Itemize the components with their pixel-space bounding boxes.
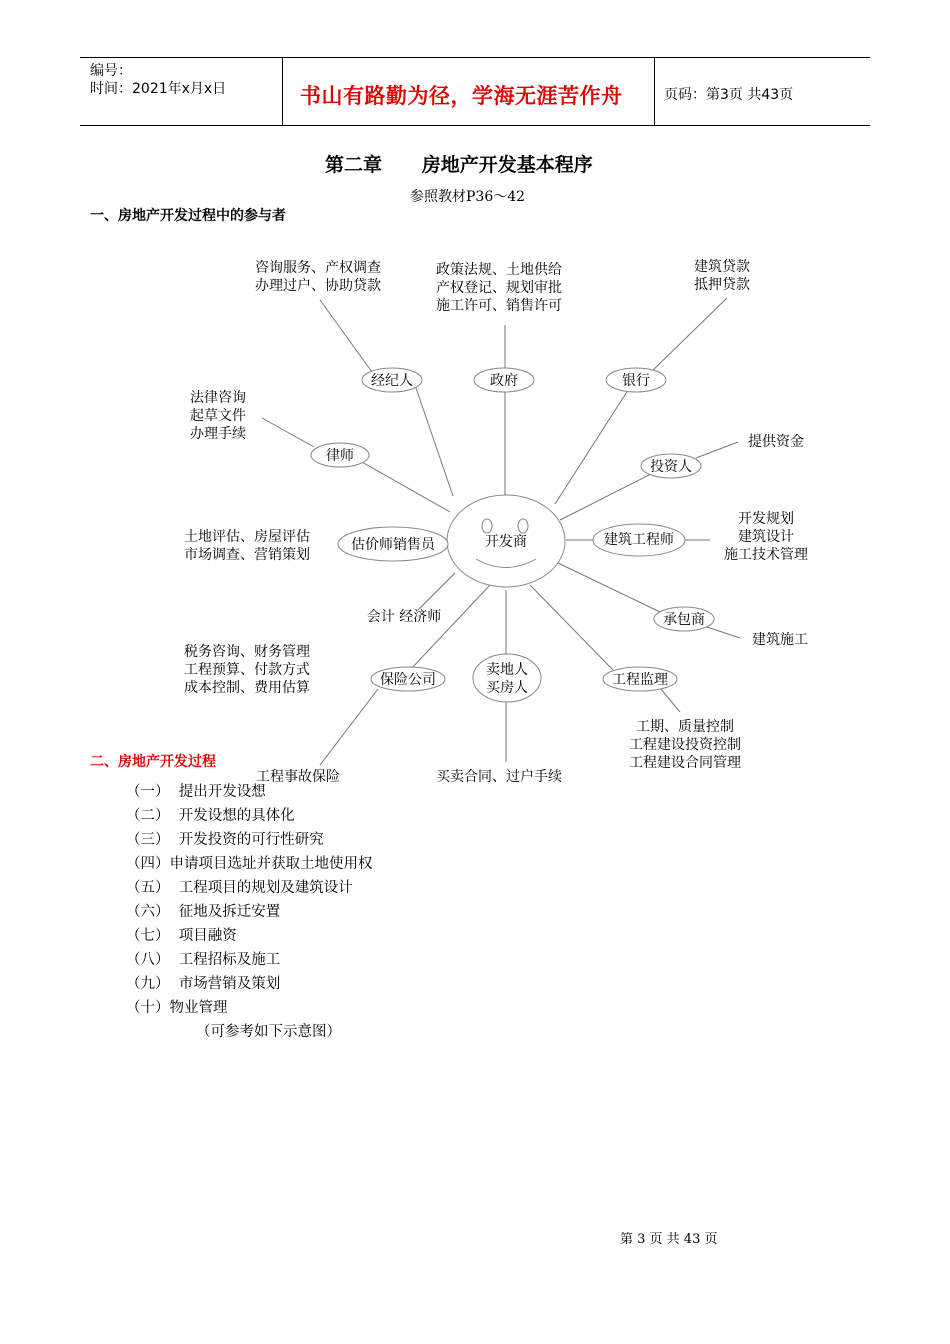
center-developer-label: 开发商 bbox=[485, 534, 527, 550]
node-lawyer: 律师 bbox=[326, 448, 354, 464]
node-accountant: 会计 经济师 bbox=[366, 609, 442, 625]
node-broker: 经纪人 bbox=[371, 373, 413, 389]
process-step: （四）申请项目选址并获取土地使用权 bbox=[126, 856, 373, 872]
supervisor-role-line: 工程建设合同管理 bbox=[629, 755, 741, 771]
bank-role-line: 抵押贷款 bbox=[694, 277, 750, 293]
process-step: （七） 项目融资 bbox=[126, 928, 237, 944]
contractor-role-line: 建筑施工 bbox=[752, 632, 808, 648]
process-step: （十）物业管理 bbox=[126, 1000, 228, 1016]
supervisor-role-line: 工程建设投资控制 bbox=[629, 737, 741, 753]
accountant-role-line: 工程预算、付款方式 bbox=[184, 662, 310, 678]
process-step: （九） 市场营销及策划 bbox=[126, 976, 281, 992]
reference-text: 参照教材P36～42 bbox=[410, 189, 526, 205]
process-step: （一） 提出开发设想 bbox=[126, 784, 266, 800]
investor-role-line: 提供资金 bbox=[748, 434, 804, 450]
node-bank: 银行 bbox=[622, 373, 650, 389]
page-footer: 第 3 页 共 43 页 bbox=[620, 1232, 718, 1247]
node-contractor: 承包商 bbox=[663, 612, 705, 628]
government-role-line: 产权登记、规划审批 bbox=[436, 280, 562, 296]
government-role-line: 政策法规、土地供给 bbox=[436, 262, 562, 278]
supervisor-role-line: 工期、质量控制 bbox=[636, 719, 734, 735]
architect-role-line: 施工技术管理 bbox=[724, 547, 808, 563]
process-step: （三） 开发投资的可行性研究 bbox=[126, 832, 324, 848]
node-insurer: 保险公司 bbox=[380, 672, 436, 688]
process-step: （二） 开发设想的具体化 bbox=[126, 808, 295, 824]
broker-role-line: 咨询服务、产权调查 bbox=[255, 260, 381, 276]
process-step: （六） 征地及拆迁安置 bbox=[126, 904, 281, 920]
section2-title: 二、房地产开发过程 bbox=[90, 754, 216, 770]
header-page-code: 页码：第3页 共43页 bbox=[664, 87, 794, 103]
appraiser-role-line: 市场调查、营销策划 bbox=[184, 547, 310, 563]
node-buyer: 买房人 bbox=[486, 680, 528, 696]
node-seller: 卖地人 bbox=[486, 662, 528, 678]
process-step: （五） 工程项目的规划及建筑设计 bbox=[126, 880, 353, 896]
government-role-line: 施工许可、销售许可 bbox=[436, 298, 562, 314]
doc-number-label: 编号： bbox=[90, 63, 132, 79]
lawyer-role-line: 起草文件 bbox=[190, 408, 246, 424]
node-government: 政府 bbox=[490, 373, 518, 389]
buyer-seller-role-line: 买卖合同、过户手续 bbox=[436, 769, 562, 785]
appraiser-role-line: 土地评估、房屋评估 bbox=[184, 529, 310, 545]
architect-role-line: 建筑设计 bbox=[738, 529, 794, 545]
architect-role-line: 开发规划 bbox=[738, 511, 794, 527]
header-motto: 书山有路勤为径，学海无涯苦作舟 bbox=[300, 84, 623, 108]
lawyer-role-line: 法律咨询 bbox=[190, 390, 246, 406]
chapter-title: 第二章 房地产开发基本程序 bbox=[325, 154, 593, 176]
lawyer-role-line: 办理手续 bbox=[190, 426, 246, 442]
bank-role-line: 建筑贷款 bbox=[694, 259, 750, 275]
insurer-role-line: 工程事故保险 bbox=[256, 769, 340, 785]
diagram-note: （可参考如下示意图） bbox=[196, 1024, 341, 1040]
section1-title: 一、房地产开发过程中的参与者 bbox=[90, 208, 286, 224]
node-supervisor: 工程监理 bbox=[612, 672, 668, 688]
node-investor: 投资人 bbox=[650, 459, 692, 475]
node-appraiser: 估价师销售员 bbox=[351, 537, 435, 553]
broker-role-line: 办理过户、协助贷款 bbox=[255, 278, 381, 294]
accountant-role-line: 税务咨询、财务管理 bbox=[184, 644, 310, 660]
doc-time-label: 时间：2021年x月x日 bbox=[90, 81, 227, 97]
node-architect: 建筑工程师 bbox=[604, 532, 674, 548]
accountant-role-line: 成本控制、费用估算 bbox=[184, 680, 310, 696]
process-step: （八） 工程招标及施工 bbox=[126, 952, 281, 968]
